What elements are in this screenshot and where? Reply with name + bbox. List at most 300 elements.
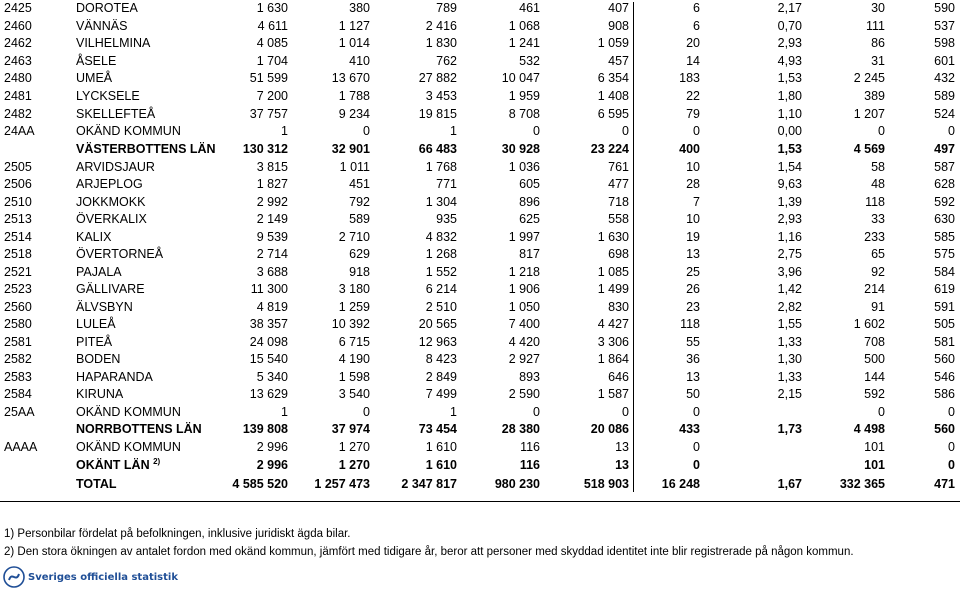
cell-col-4: 532 (519, 53, 540, 68)
cell-col-4: 2 590 (508, 387, 540, 401)
area-name-text: OKÄND KOMMUN (76, 124, 181, 138)
cell-col-3: 27 882 (418, 71, 457, 85)
cell-col-6: 55 (686, 334, 700, 349)
cell-col-6: 79 (686, 106, 700, 121)
cell-col-6: 13 (686, 247, 700, 261)
cell-col-1: 9 539 (256, 229, 288, 244)
cell-col-2: 2 710 (338, 229, 370, 244)
area-name-text: ARJEPLOG (76, 177, 143, 191)
table-row (0, 106, 960, 123)
cell-col-3: 3 453 (425, 89, 457, 103)
cell-col-5: 23 224 (590, 142, 629, 156)
cell-col-3: 20 565 (418, 317, 457, 331)
cell-col-7: 1,67 (777, 477, 802, 491)
cell-col-3: 2 416 (425, 18, 457, 33)
table-row (0, 141, 960, 158)
cell-col-8: 389 (864, 89, 885, 103)
cell-col-1: 1 704 (256, 53, 288, 68)
cell-col-2: 9 234 (338, 106, 370, 121)
cell-col-4: 1 050 (508, 299, 540, 314)
cell-col-5: 1 630 (597, 229, 629, 244)
footnote-2: 2) Den stora ökningen av antalet fordon med okänd kommun, jämfört med tidigare år, beror att personer med skyddad identitet inte blir registrerade på någon kommun. (4, 546, 854, 558)
area-name (76, 404, 181, 421)
area-code: 2482 (4, 106, 32, 121)
area-code: 2581 (4, 334, 32, 349)
cell-col-4: 896 (519, 194, 540, 209)
table-row (0, 70, 960, 87)
cell-col-1: 4 819 (256, 299, 288, 314)
cell-col-4: 817 (519, 247, 540, 261)
area-name-text: ARVIDSJAUR (76, 159, 155, 174)
cell-col-2: 32 901 (331, 142, 370, 156)
area-name (76, 457, 160, 474)
cell-col-4: 893 (519, 369, 540, 384)
cell-col-5: 20 086 (590, 422, 629, 436)
table-row (0, 53, 960, 70)
cell-col-2: 792 (349, 194, 370, 209)
cell-col-2: 1 788 (338, 89, 370, 103)
cell-col-2: 3 540 (338, 387, 370, 401)
area-name-text: VÄNNÄS (76, 18, 128, 33)
cell-col-9: 589 (934, 89, 955, 103)
cell-col-9: 560 (934, 352, 955, 366)
area-code: 2521 (4, 264, 32, 279)
cell-col-4: 605 (519, 177, 540, 191)
cell-col-7: 2,93 (777, 212, 802, 226)
cell-col-7: 1,39 (777, 194, 802, 209)
cell-col-9: 598 (934, 36, 955, 50)
cell-col-4: 7 400 (508, 317, 540, 331)
area-name (76, 246, 163, 263)
cell-col-6: 7 (693, 194, 700, 209)
cell-col-6: 10 (686, 212, 700, 226)
area-name (76, 211, 147, 228)
area-name-text: GÄLLIVARE (76, 282, 145, 296)
cell-col-1: 38 357 (249, 317, 288, 331)
cell-col-8: 0 (878, 124, 885, 138)
cell-col-7: 1,33 (777, 334, 802, 349)
cell-col-1: 3 688 (256, 264, 288, 279)
table-row (0, 476, 960, 493)
cell-col-3: 1 610 (425, 458, 457, 472)
cell-col-3: 1 (450, 124, 457, 138)
table-row (0, 316, 960, 333)
area-name-text: TOTAL (76, 477, 117, 491)
cell-col-7: 1,16 (777, 229, 802, 244)
cell-col-4: 461 (519, 1, 540, 15)
cell-col-6: 0 (693, 440, 700, 454)
cell-col-1: 4 611 (257, 18, 288, 33)
table-row (0, 334, 960, 351)
area-code: 2505 (4, 159, 32, 174)
cell-col-5: 1 085 (597, 264, 629, 279)
cell-col-6: 6 (693, 1, 700, 15)
table-row (0, 18, 960, 35)
cell-col-8: 92 (871, 264, 885, 279)
cell-col-4: 980 230 (494, 477, 540, 491)
cell-col-2: 1 011 (339, 159, 370, 174)
cell-col-7: 0,00 (777, 124, 802, 138)
cell-col-9: 560 (934, 422, 955, 436)
cell-col-5: 718 (608, 194, 629, 209)
cell-col-7: 1,42 (777, 282, 802, 296)
area-code: 2463 (4, 53, 32, 68)
cell-col-8: 86 (871, 36, 885, 50)
cell-col-2: 10 392 (331, 317, 370, 331)
table-row (0, 439, 960, 456)
cell-col-1: 1 (281, 404, 288, 419)
cell-col-5: 558 (608, 212, 629, 226)
area-code: 2480 (4, 71, 32, 85)
area-name-text: OKÄND KOMMUN (76, 404, 181, 419)
area-name (76, 123, 181, 140)
area-name-text: PITEÅ (76, 334, 113, 349)
cell-col-8: 4 498 (853, 422, 885, 436)
cell-col-5: 6 354 (597, 71, 629, 85)
cell-col-9: 0 (948, 458, 955, 472)
cell-col-9: 0 (948, 124, 955, 138)
area-name (76, 194, 145, 211)
cell-col-8: 1 207 (853, 106, 885, 121)
cell-col-9: 628 (934, 177, 955, 191)
cell-col-8: 101 (864, 440, 885, 454)
cell-col-3: 73 454 (418, 422, 457, 436)
cell-col-9: 471 (934, 477, 955, 491)
cell-col-4: 1 218 (508, 264, 540, 279)
area-code: 2460 (4, 18, 32, 33)
cell-col-4: 1 997 (508, 229, 540, 244)
cell-col-1: 4 085 (256, 36, 288, 50)
area-code: 24AA (4, 124, 35, 138)
cell-col-6: 19 (686, 229, 700, 244)
table-row (0, 246, 960, 263)
cell-col-4: 8 708 (508, 106, 540, 121)
area-name-text: SKELLEFTEÅ (76, 106, 156, 121)
cell-col-7: 2,93 (777, 36, 802, 50)
cell-col-2: 1 259 (338, 299, 370, 314)
cell-col-9: 546 (934, 369, 955, 384)
cell-col-7: 4,93 (777, 53, 802, 68)
cell-col-8: 101 (864, 458, 885, 472)
cell-col-3: 2 510 (425, 299, 457, 314)
area-code: AAAA (4, 440, 38, 454)
cell-col-6: 14 (686, 53, 700, 68)
area-code: 2462 (4, 36, 32, 50)
table-row (0, 159, 960, 176)
cell-col-3: 1 268 (425, 247, 457, 261)
cell-col-6: 183 (679, 71, 700, 85)
area-name-text: LULEÅ (76, 317, 116, 331)
cell-col-5: 1 864 (597, 352, 629, 366)
cell-col-1: 1 630 (256, 1, 288, 15)
area-name-text: ÄLVSBYN (76, 299, 133, 314)
cell-col-4: 1 241 (508, 36, 540, 50)
cell-col-6: 36 (686, 352, 700, 366)
table-row (0, 264, 960, 281)
cell-col-9: 601 (934, 53, 955, 68)
cell-col-9: 592 (934, 194, 955, 209)
area-name (76, 369, 153, 386)
cell-col-5: 407 (608, 1, 629, 15)
area-name-text: VILHELMINA (76, 36, 151, 50)
cell-col-4: 1 959 (508, 89, 540, 103)
cell-col-8: 31 (871, 53, 885, 68)
cell-col-2: 0 (363, 124, 370, 138)
area-name (76, 351, 120, 368)
cell-col-3: 1 830 (425, 36, 457, 50)
cell-col-6: 20 (686, 36, 700, 50)
area-name-text: KIRUNA (76, 387, 124, 401)
area-name-text: UMEÅ (76, 71, 113, 85)
cell-col-7: 3,96 (777, 264, 802, 279)
cell-col-8: 1 602 (853, 317, 885, 331)
cell-col-8: 91 (871, 299, 885, 314)
cell-col-1: 24 098 (249, 334, 288, 349)
cell-col-5: 4 427 (597, 317, 629, 331)
cell-col-3: 2 347 817 (401, 477, 457, 491)
cell-col-2: 0 (363, 404, 370, 419)
cell-col-3: 762 (436, 53, 457, 68)
cell-col-9: 497 (934, 142, 955, 156)
table-row (0, 211, 960, 228)
area-name-text: PAJALA (76, 264, 122, 279)
cell-col-6: 23 (686, 299, 700, 314)
cell-col-2: 37 974 (331, 422, 370, 436)
cell-col-5: 0 (622, 404, 629, 419)
area-name-text: KALIX (76, 229, 112, 244)
area-code: 2580 (4, 317, 32, 331)
area-name (76, 334, 112, 351)
cell-col-8: 214 (864, 282, 885, 296)
area-code: 25AA (4, 404, 35, 419)
cell-col-2: 918 (349, 264, 370, 279)
cell-col-5: 518 903 (583, 477, 629, 491)
cell-col-1: 37 757 (249, 106, 288, 121)
cell-col-2: 4 190 (338, 352, 370, 366)
cell-col-6: 400 (679, 142, 700, 156)
area-code: 2518 (4, 247, 32, 261)
cell-col-9: 591 (934, 299, 955, 314)
cell-col-8: 592 (864, 387, 885, 401)
cell-col-8: 30 (871, 1, 885, 15)
cell-col-3: 1 304 (425, 194, 457, 209)
cell-col-5: 1 499 (597, 282, 629, 296)
cell-col-6: 433 (679, 422, 700, 436)
cell-col-3: 1 (450, 404, 457, 419)
cell-col-2: 589 (349, 212, 370, 226)
cell-col-3: 2 849 (425, 369, 457, 384)
cell-col-1: 2 996 (256, 458, 288, 472)
cell-col-9: 630 (934, 212, 955, 226)
cell-col-7: 1,53 (777, 71, 802, 85)
cell-col-1: 2 714 (256, 247, 288, 261)
area-code: 2560 (4, 299, 32, 314)
cell-col-7: 9,63 (777, 177, 802, 191)
area-name (76, 299, 133, 316)
table-row (0, 421, 960, 438)
area-name (76, 0, 138, 17)
cell-col-7: 2,75 (777, 247, 802, 261)
cell-col-2: 1 257 473 (314, 477, 370, 491)
cell-col-9: 0 (948, 404, 955, 419)
area-name (76, 264, 122, 281)
cell-col-6: 10 (686, 159, 700, 174)
cell-col-6: 6 (693, 18, 700, 33)
cell-col-8: 111 (865, 18, 885, 33)
area-name (76, 159, 155, 176)
cell-col-6: 13 (686, 369, 700, 384)
cell-col-5: 1 587 (597, 387, 629, 401)
area-name (76, 176, 143, 193)
cell-col-1: 15 540 (249, 352, 288, 366)
cell-col-5: 1 059 (597, 36, 629, 50)
area-name-text: HAPARANDA (76, 369, 153, 384)
cell-col-5: 3 306 (597, 334, 629, 349)
footnote-divider (0, 501, 960, 502)
cell-col-2: 1 270 (338, 458, 370, 472)
area-code: 2584 (4, 387, 32, 401)
area-name (76, 316, 116, 333)
cell-col-3: 19 815 (418, 106, 457, 121)
cell-col-1: 2 996 (256, 440, 288, 454)
cell-col-2: 629 (349, 247, 370, 261)
cell-col-8: 58 (871, 159, 885, 174)
cell-col-4: 116 (519, 458, 540, 472)
cell-col-3: 66 483 (418, 142, 457, 156)
area-name-text: ÖVERKALIX (76, 212, 147, 226)
cell-col-1: 13 629 (249, 387, 288, 401)
cell-col-7: 1,73 (777, 422, 802, 436)
cell-col-4: 4 420 (508, 334, 540, 349)
cell-col-1: 130 312 (242, 142, 288, 156)
cell-col-4: 0 (533, 124, 540, 138)
cell-col-6: 22 (686, 89, 700, 103)
column-divider (633, 2, 634, 492)
logo-text: Sveriges officiella statistik (28, 571, 178, 583)
cell-col-8: 708 (864, 334, 885, 349)
cell-col-2: 1 270 (338, 440, 370, 454)
footnote-1: 1) Personbilar fördelat på befolkningen, inklusive juridiskt ägda bilar. (4, 528, 351, 540)
table-row (0, 404, 960, 421)
cell-col-7: 2,82 (777, 299, 802, 314)
cell-col-3: 6 214 (425, 282, 457, 296)
table-row (0, 299, 960, 316)
cell-col-4: 10 047 (501, 71, 540, 85)
cell-col-8: 332 365 (839, 477, 885, 491)
cell-col-8: 2 245 (853, 71, 885, 85)
table-row (0, 281, 960, 298)
cell-col-3: 935 (436, 212, 457, 226)
area-name-text: BODEN (76, 352, 121, 366)
area-name-text: ÖVERTORNEÅ (76, 247, 164, 261)
cell-col-2: 410 (349, 53, 370, 68)
cell-col-4: 116 (520, 440, 540, 454)
cell-col-5: 0 (622, 124, 629, 138)
cell-col-8: 4 569 (853, 142, 885, 156)
cell-col-1: 1 (281, 124, 288, 138)
cell-col-5: 1 408 (597, 89, 629, 103)
cell-col-3: 4 832 (425, 229, 457, 244)
cell-col-8: 144 (864, 369, 885, 384)
cell-col-5: 761 (608, 159, 629, 174)
cell-col-5: 908 (608, 18, 629, 33)
cell-col-4: 1 036 (508, 159, 540, 174)
area-name (76, 106, 155, 123)
cell-col-9: 524 (934, 106, 955, 121)
cell-col-3: 771 (436, 177, 457, 191)
cell-col-1: 51 599 (249, 71, 288, 85)
cell-col-8: 233 (864, 229, 885, 244)
cell-col-8: 33 (871, 212, 885, 226)
area-code: 2523 (4, 282, 32, 296)
area-name (76, 70, 112, 87)
cell-col-4: 625 (519, 212, 540, 226)
area-code: 2583 (4, 369, 32, 384)
area-name-text: OKÄNT LÄN (76, 458, 150, 472)
area-name (76, 476, 117, 493)
cell-col-8: 48 (871, 177, 885, 191)
table-row (0, 35, 960, 52)
cell-col-7: 1,30 (777, 352, 802, 366)
area-name (76, 18, 127, 35)
table-row (0, 0, 960, 17)
cell-col-9: 0 (948, 440, 955, 454)
area-code: 2506 (4, 177, 32, 191)
cell-col-1: 4 585 520 (232, 477, 288, 491)
cell-col-9: 432 (934, 71, 955, 85)
cell-col-7: 1,55 (777, 317, 802, 331)
cell-col-4: 30 928 (501, 142, 540, 156)
area-name-text: JOKKMOKK (76, 194, 146, 209)
table-row (0, 88, 960, 105)
cell-col-6: 118 (680, 317, 700, 331)
area-name-text: VÄSTERBOTTENS LÄN (76, 142, 216, 156)
area-name (76, 88, 140, 105)
cell-col-2: 13 670 (331, 71, 370, 85)
area-name (76, 229, 111, 246)
sos-logo (3, 566, 178, 588)
cell-col-6: 26 (686, 282, 700, 296)
cell-col-3: 1 768 (425, 159, 457, 174)
area-name (76, 421, 202, 438)
cell-col-7: 1,53 (777, 142, 802, 156)
footnote-marker: 2) (153, 457, 161, 466)
cell-col-2: 3 180 (338, 282, 370, 296)
table-row (0, 351, 960, 368)
cell-col-5: 457 (608, 53, 629, 68)
area-name (76, 439, 181, 456)
area-code: 2514 (4, 229, 32, 244)
area-name-text: ÅSELE (76, 53, 117, 68)
cell-col-7: 2,15 (777, 387, 802, 401)
cell-col-8: 118 (865, 194, 885, 209)
cell-col-2: 380 (349, 1, 370, 15)
cell-col-1: 7 200 (256, 89, 288, 103)
cell-col-1: 11 300 (250, 282, 288, 296)
cell-col-4: 0 (533, 404, 540, 419)
cell-col-8: 65 (871, 247, 885, 261)
cell-col-2: 451 (349, 177, 370, 191)
table-row (0, 369, 960, 386)
cell-col-3: 7 499 (425, 387, 457, 401)
cell-col-2: 1 014 (338, 36, 370, 50)
cell-col-5: 698 (608, 247, 629, 261)
area-name-text: DOROTEA (76, 1, 138, 15)
cell-col-8: 500 (864, 352, 885, 366)
cell-col-9: 585 (934, 229, 955, 244)
cell-col-5: 646 (608, 369, 629, 384)
cell-col-6: 0 (693, 124, 700, 138)
